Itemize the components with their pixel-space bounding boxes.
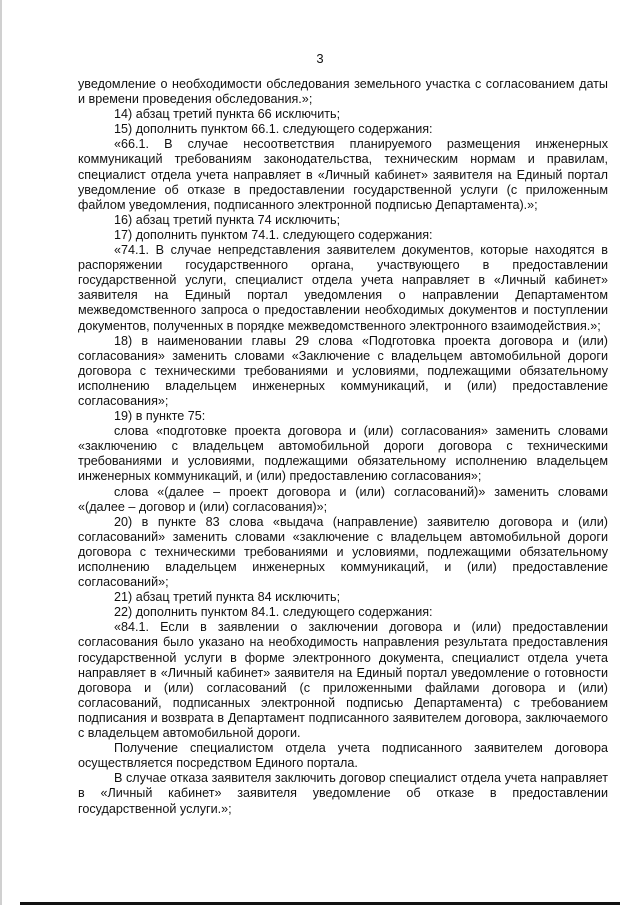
paragraph: 21) абзац третий пункта 84 исключить;: [114, 590, 341, 605]
paragraph: слова «подготовке проекта договора и (или) согласования» заменить словами «заключению с владельцем автомобильной дороги договора с техническими требованиями и условиями, подлежащими обязательному исполнению владельцем инженерных коммуникаций, и (или) предоставлению согласования»;: [78, 424, 608, 484]
paragraph: 18) в наименовании главы 29 слова «Подготовка проекта договора и (или) согласования» заменить словами «Заключение с владельцем автомобильной дороги договора с техническими требованиями и условиями, подлежащими обязательному исполнению владельцем инженерных коммуникаций, и (или) предоставление согласования»;: [78, 333, 608, 408]
paragraph: «66.1. В случае несоответствия планируемого размещения инженерных коммуникаций требованиям законодательства, техническим нормам и правилам, специалист отдела учета направляет в «Личный кабинет» заявителя на Единый портал уведомление об отказе в предоставлении государственной услуги (с приложенным файлом уведомления, подписанного электронной подписью Департамента).»;: [78, 137, 608, 212]
paragraph: 17) дополнить пунктом 74.1. следующего содержания:: [114, 227, 433, 242]
scan-edge: [0, 0, 2, 905]
paragraph: 14) абзац третий пункта 66 исключить;: [114, 107, 341, 122]
paragraph: Получение специалистом отдела учета подписанного заявителем договора осуществляется посредством Единого портала.: [78, 741, 608, 771]
paragraph: «74.1. В случае непредставления заявителем документов, которые находятся в распоряжении государственного органа, участвующего в предоставлении государственной услуги, специалист отдела учета направляет в «Личный кабинет» заявителя на Единый портал уведомления о направлении Департаментом межведомственного запроса о предоставлении необходимых документов и поступлении документов, полученных в порядке межведомственного электронного взаимодействия.»;: [78, 243, 608, 333]
paragraph: «84.1. Если в заявлении о заключении договора и (или) предоставлении согласования было указано на необходимость направления результата предоставления государственной услуги в форме электронного документа, специалист отдела учета направляет в «Личный кабинет» заявителя на Единый портал уведомление о готовности договора и (или) согласований (с приложенными файлами договора и (или) согласований, подписанных электронной подписью Департамента) с требованием подписания и возврата в Департамент подписанного заявителем договора, заключаемого с владельцем автомобильной дороги.: [78, 620, 608, 741]
paragraph: 20) в пункте 83 слова «выдача (направление) заявителю договора и (или) согласований» заменить словами «заключение с владельцем автомобильной дороги договора с техническими требованиями и условиями, подлежащими обязательному исполнению владельцем инженерных коммуникаций, и (или) предоставление согласований»;: [78, 514, 608, 590]
document-body: [78, 77, 608, 817]
paragraph: 16) абзац третий пункта 74 исключить;: [114, 212, 341, 227]
paragraph: В случае отказа заявителя заключить договор специалист отдела учета направляет в «Личный кабинет» заявителя уведомление об отказе в предоставлении государственной услуги.»;: [78, 771, 608, 816]
paragraph: слова «(далее – проект договора и (или) согласований)» заменить словами «(далее – договор и (или) согласования)»;: [78, 484, 608, 514]
page-number: 3: [316, 51, 324, 66]
paragraph: 22) дополнить пунктом 84.1. следующего содержания:: [114, 605, 433, 620]
paragraph: уведомление о необходимости обследования земельного участка с согласованием даты и времени проведения обследования.»;: [78, 77, 608, 107]
paragraph: 15) дополнить пунктом 66.1. следующего содержания:: [114, 122, 433, 137]
paragraph: 19) в пункте 75:: [114, 409, 206, 424]
